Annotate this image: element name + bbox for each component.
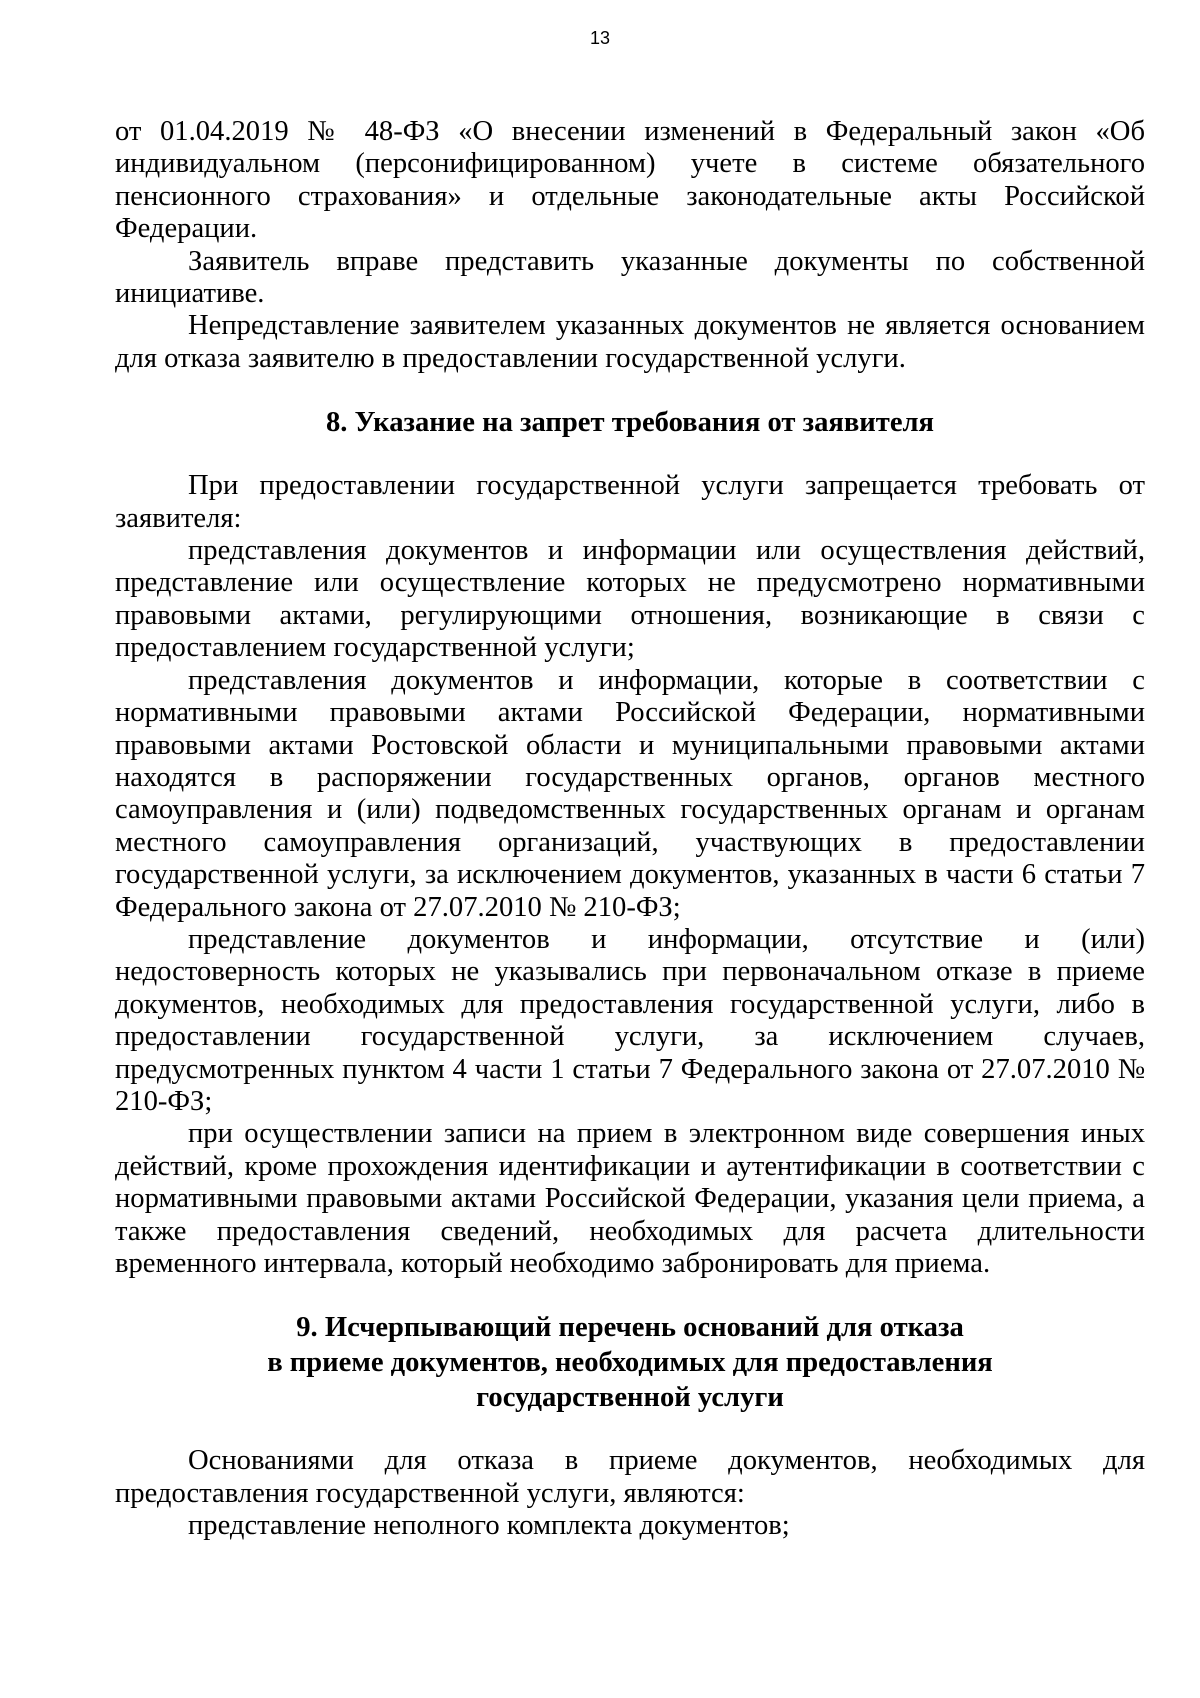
section-8-item-3: представление документов и информации, отсутствие и (или) недостоверность которых не указывались при первоначальном отказе в приеме документов, необходимых для предоставления государственной услуги, либо в предоставлении государственной услуги, за исключением случаев, предусмотренных пунктом 4 части 1 статьи 7 Федерального закона от 27.07.2010 № 210-ФЗ; <box>115 923 1145 1117</box>
section-9-heading <box>115 1310 1145 1415</box>
paragraph-law-reference: от 01.04.2019 № 48-ФЗ «О внесении изменений в Федеральный закон «Об индивидуальном (персонифицированном) учете в системе обязательного пенсионного страхования» и отдельные законодательные акты Российской Федерации. <box>115 116 1145 245</box>
page-number: 13 <box>589 28 611 48</box>
paragraph-non-submission: Непредставление заявителем указанных документов не является основанием для отказа заявителю в предоставлении государственной услуги. <box>115 310 1145 374</box>
section-8-heading: 8. Указание на запрет требования от заявителя <box>325 407 935 439</box>
section-8-item-4: при осуществлении записи на прием в электронном виде совершения иных действий, кроме прохождения идентификации и аутентификации в соответствии с нормативными правовыми актами Российской Федерации, указания цели приема, а также предоставления сведений, необходимых для расчета длительности временного интервала, который необходимо забронировать для приема. <box>115 1118 1145 1279</box>
section-9-item-1: представление неполного комплекта документов; <box>188 1510 790 1542</box>
section-8-item-2: представления документов и информации, которые в соответствии с нормативными правовыми актами Российской Федерации, нормативными правовыми актами Ростовской области и муниципальными правовыми актами находятся в распоряжении государственных органов, органов местного самоуправления и (или) подведомственных государственных органам и органам местного самоуправления организаций, участвующих в предоставлении государственной услуги, за исключением документов, указанных в части 6 статьи 7 Федерального закона от 27.07.2010 № 210-ФЗ; <box>115 664 1145 923</box>
paragraph-applicant-right: Заявитель вправе представить указанные документы по собственной инициативе. <box>115 245 1145 310</box>
section-9-heading-line-1: 9. Исчерпывающий перечень оснований для отказа <box>296 1312 964 1344</box>
section-9-heading-line-3: государственной услуги <box>476 1382 784 1414</box>
section-8-intro: При предоставлении государственной услуги запрещается требовать от заявителя: <box>115 470 1145 534</box>
section-8-item-1: представления документов и информации или осуществления действий, представление или осуществление которых не предусмотрено нормативными правовыми актами, регулирующими отношения, возникающие в связи с предоставлением государственной услуги; <box>115 535 1145 664</box>
document-body <box>115 116 1145 1543</box>
section-9-heading-line-2: в приеме документов, необходимых для предоставления <box>267 1347 993 1379</box>
section-9-intro: Основаниями для отказа в приеме документов, необходимых для предоставления государственной услуги, являются: <box>115 1445 1145 1509</box>
